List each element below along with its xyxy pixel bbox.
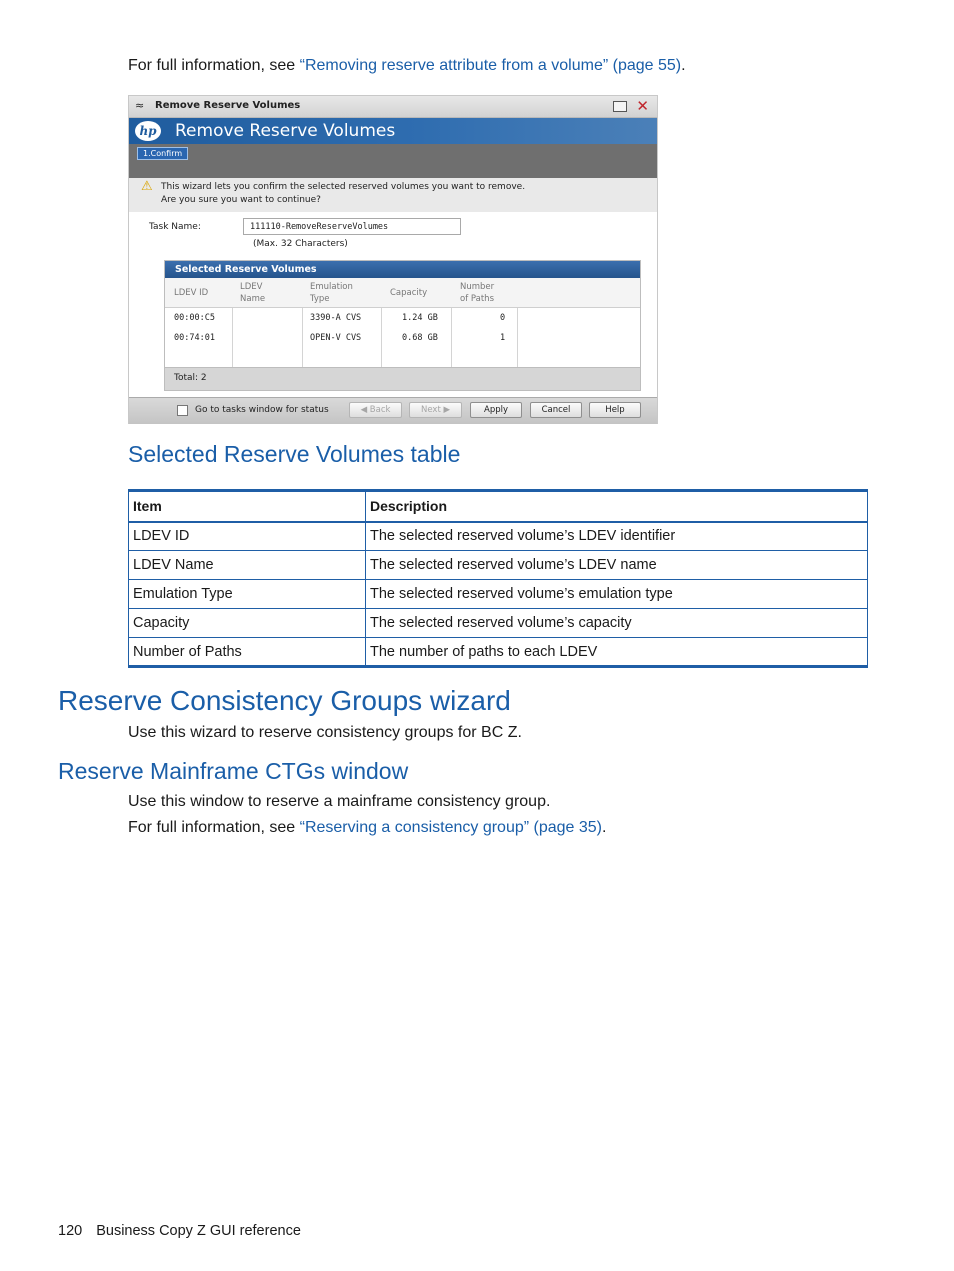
cell-emulation-type: 3390-A CVS — [310, 313, 362, 323]
warning-icon: ⚠ — [141, 179, 153, 194]
removing-reserve-attribute-link[interactable]: “Removing reserve attribute from a volume” (page 55) — [299, 57, 682, 74]
page-number: 120 — [58, 1223, 83, 1239]
section3-info-suffix: . — [602, 819, 607, 836]
cell-item: Capacity — [129, 609, 366, 638]
maximize-icon[interactable] — [613, 101, 627, 112]
cell-capacity: 1.24 GB — [402, 313, 438, 323]
cell-number-of-paths: 1 — [500, 333, 506, 343]
table-row — [129, 522, 868, 551]
collapse-icon[interactable]: ≈ — [135, 99, 145, 112]
banner-title-bar — [129, 118, 657, 144]
intro-paragraph — [128, 56, 686, 76]
page-footer-title: Business Copy Z GUI reference — [96, 1223, 301, 1239]
header-item: Item — [129, 491, 366, 522]
banner-title: Remove Reserve Volumes — [175, 121, 396, 141]
cell-emulation-type: OPEN-V CVS — [310, 333, 362, 343]
table-header — [165, 278, 640, 308]
description-table — [128, 489, 868, 668]
cell-description: The selected reserved volume’s LDEV name — [366, 551, 868, 580]
cell-item: LDEV Name — [129, 551, 366, 580]
help-button[interactable]: Help — [589, 402, 641, 418]
header-ldev-id[interactable]: LDEV ID — [174, 288, 209, 298]
table-row[interactable] — [165, 330, 640, 350]
back-button[interactable]: ◀ Back — [349, 402, 402, 418]
header-number-of-paths[interactable]: Number of Paths — [460, 282, 495, 304]
cell-item: Emulation Type — [129, 580, 366, 609]
table-row — [129, 638, 868, 667]
cell-ldev-id: 00:74:01 — [174, 333, 215, 343]
cell-number-of-paths: 0 — [500, 313, 506, 323]
cancel-button[interactable]: Cancel — [530, 402, 582, 418]
intro-text: For full information, see — [128, 57, 300, 74]
section3-info-text: For full information, see — [128, 819, 300, 836]
section3-info-paragraph — [128, 818, 606, 838]
hp-logo: hp — [135, 121, 161, 141]
header-ldev-name[interactable]: LDEV Name — [240, 282, 266, 304]
header-capacity[interactable]: Capacity — [390, 288, 428, 298]
confirm-notice — [129, 178, 657, 212]
go-to-tasks-label: Go to tasks window for status — [195, 405, 329, 415]
remove-reserve-volumes-dialog — [128, 95, 658, 424]
description-table-header — [129, 491, 868, 522]
dialog-footer — [129, 397, 657, 424]
cell-description: The number of paths to each LDEV — [366, 638, 868, 667]
task-name-input[interactable] — [243, 218, 461, 235]
step-confirm[interactable]: 1.Confirm — [137, 147, 188, 160]
cell-description: The selected reserved volume’s emulation type — [366, 580, 868, 609]
table-row — [129, 580, 868, 609]
notice-line-1: This wizard lets you confirm the selected reserved volumes you want to remove. — [161, 182, 526, 192]
cell-capacity: 0.68 GB — [402, 333, 438, 343]
selected-reserve-volumes-table — [164, 260, 641, 391]
next-button[interactable]: Next ▶ — [409, 402, 462, 418]
section-heading-reserve-consistency-groups-wizard: Reserve Consistency Groups wizard — [58, 685, 511, 716]
wizard-banner — [129, 118, 657, 178]
dialog-window-title: Remove Reserve Volumes — [155, 100, 301, 111]
section2-text: Use this wizard to reserve consistency groups for BC Z. — [128, 724, 522, 741]
page-footer — [58, 1223, 301, 1239]
cell-description: The selected reserved volume’s LDEV identifier — [366, 522, 868, 551]
cell-description: The selected reserved volume’s capacity — [366, 609, 868, 638]
section3-text: Use this window to reserve a mainframe consistency group. — [128, 793, 551, 810]
task-name-hint: (Max. 32 Characters) — [253, 239, 348, 249]
header-description: Description — [366, 491, 868, 522]
intro-suffix: . — [681, 57, 686, 74]
notice-line-2: Are you sure you want to continue? — [161, 195, 321, 205]
go-to-tasks-checkbox[interactable] — [177, 405, 188, 416]
dialog-titlebar — [129, 96, 657, 118]
cell-ldev-id: 00:00:C5 — [174, 313, 215, 323]
section-heading-reserve-mainframe-ctgs-window: Reserve Mainframe CTGs window — [58, 758, 409, 784]
table-row — [129, 551, 868, 580]
cell-item: LDEV ID — [129, 522, 366, 551]
table-caption: Selected Reserve Volumes — [165, 261, 640, 278]
header-emulation-type[interactable]: Emulation Type — [310, 282, 353, 304]
table-row[interactable] — [165, 310, 640, 330]
table-row — [129, 609, 868, 638]
task-name-label: Task Name: — [149, 222, 201, 232]
table-total: Total: 2 — [165, 367, 640, 390]
section-heading-selected-reserve-volumes-table: Selected Reserve Volumes table — [128, 441, 461, 467]
cell-item: Number of Paths — [129, 638, 366, 667]
apply-button[interactable]: Apply — [470, 402, 522, 418]
reserving-consistency-group-link[interactable]: “Reserving a consistency group” (page 35) — [299, 819, 602, 836]
close-icon[interactable]: ✕ — [636, 97, 649, 115]
